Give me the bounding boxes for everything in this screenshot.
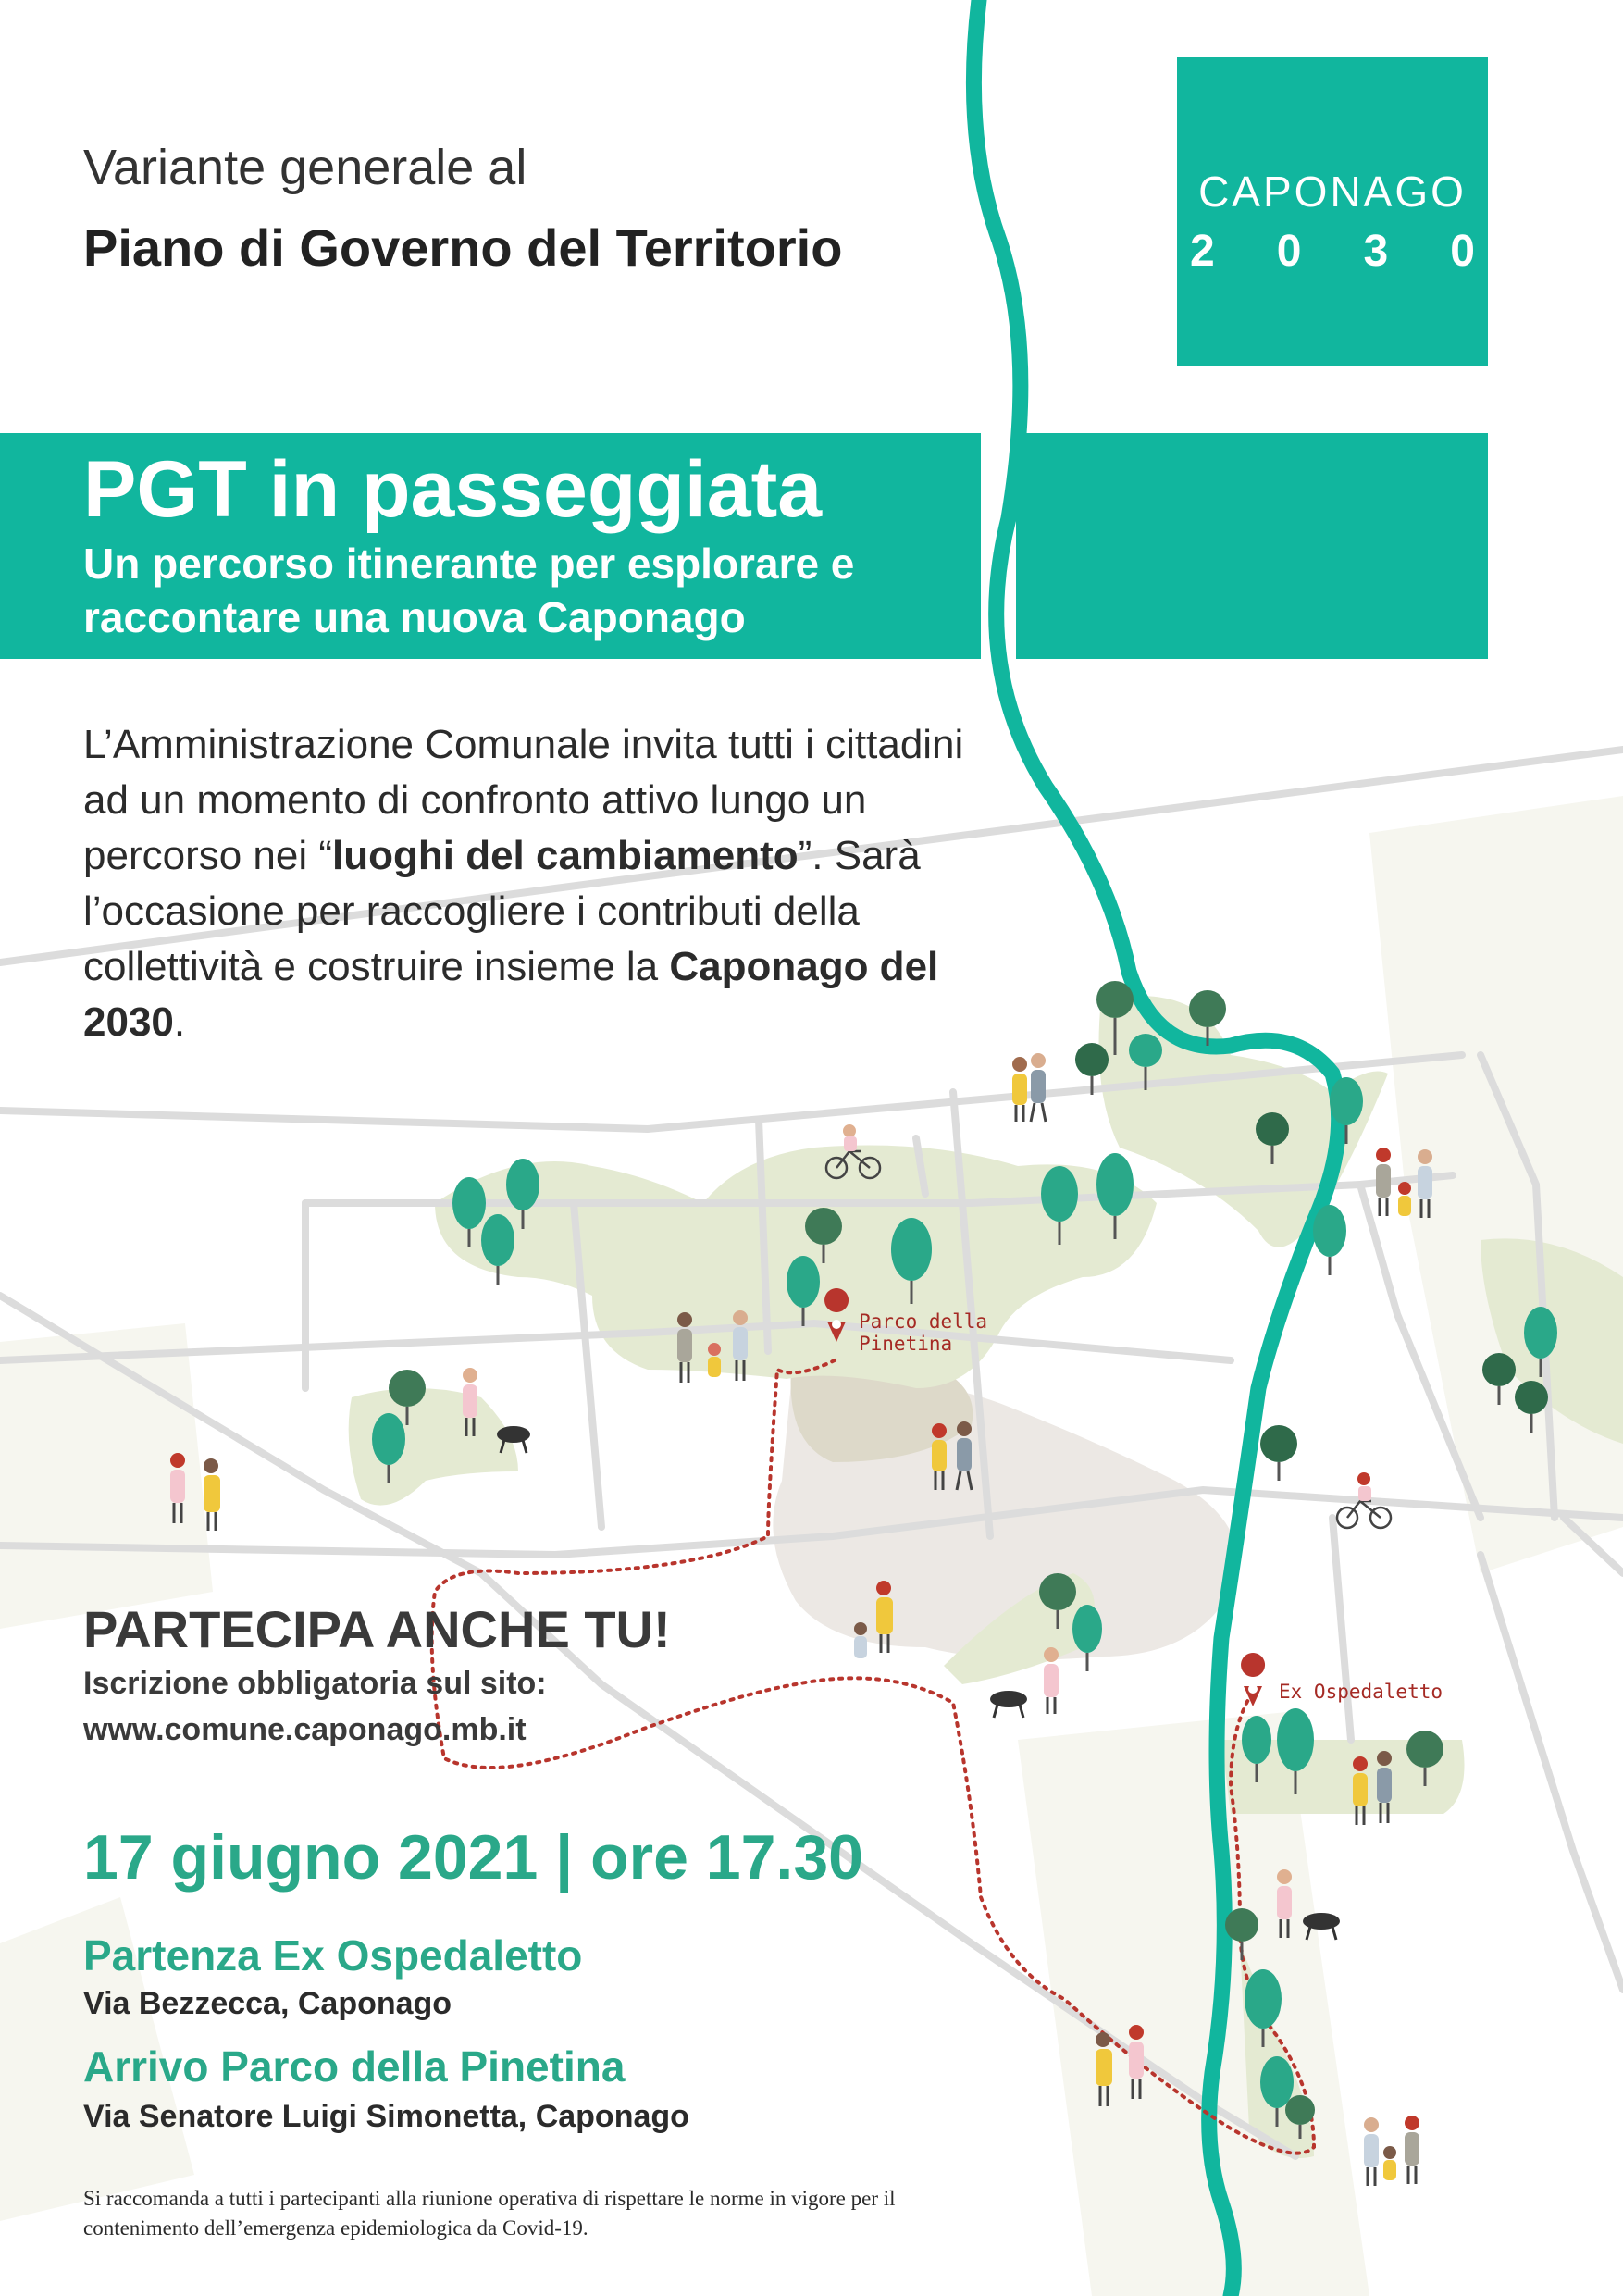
pretitle: Variante generale al: [83, 140, 527, 195]
map-label-pinetina: Parco della Pinetina: [859, 1310, 988, 1355]
person-icon: [1353, 1756, 1368, 1825]
event-date: 17 giugno 2021 | ore 17.30: [83, 1822, 863, 1893]
person-icon: [854, 1622, 867, 1658]
covid-footnote: Si raccomanda a tutti i partecipanti alla riunione operativa di rispettare le norme in vigore per il contenimento dell’emergenza epidemiologica da Covid-19.: [83, 2187, 896, 2240]
intro-paragraph: [83, 717, 1009, 1050]
banner-title: PGT in passeggiata: [83, 445, 823, 534]
map-label-ospedaletto: Ex Ospedaletto: [1279, 1681, 1443, 1703]
person-icon: [1383, 2146, 1396, 2180]
arrival-address: Via Senatore Luigi Simonetta, Caponago: [83, 2099, 689, 2134]
dog-icon: [1303, 1913, 1340, 1940]
cta-title: PARTECIPA ANCHE TU!: [83, 1600, 671, 1658]
person-icon: [1012, 1057, 1027, 1122]
logo-year-digit: 0: [1276, 227, 1302, 276]
registration-url[interactable]: www.comune.caponago.mb.it: [83, 1712, 527, 1747]
caponago-2030-logo: [1177, 57, 1488, 366]
departure-title: Partenza Ex Ospedaletto: [83, 1931, 583, 1980]
intro-text: L’Amministrazione Comunale invita tutti i cittadini ad un momento di confronto attivo lungo un percorso nei: [83, 722, 964, 878]
banner-background-right: [1016, 433, 1488, 659]
intro-text: .: [173, 999, 186, 1045]
person-icon: [204, 1458, 220, 1531]
person-icon: [1398, 1182, 1411, 1216]
tree-icon: [1260, 1425, 1297, 1481]
person-icon: [1031, 1053, 1046, 1122]
banner-subtitle: Un percorso itinerante per esplorare e raccontare una nuova Caponago: [83, 540, 855, 641]
person-icon: [708, 1343, 721, 1377]
logo-year-digit: 3: [1363, 227, 1389, 276]
person-icon: [1044, 1647, 1059, 1714]
document-title: Piano di Governo del Territorio: [83, 218, 843, 277]
person-icon: [1376, 1148, 1391, 1216]
logo-year-digit: 0: [1450, 227, 1475, 276]
person-icon: [677, 1312, 692, 1383]
intro-quote: “: [318, 833, 333, 878]
arrival-title: Arrivo Parco della Pinetina: [83, 2042, 626, 2091]
map-pin-icon: [1241, 1653, 1265, 1706]
person-icon: [1405, 2116, 1419, 2184]
logo-year: [1190, 226, 1475, 277]
intro-highlight-caponago: Caponago del 2030: [83, 944, 939, 1045]
logo-year-digit: 2: [1190, 227, 1215, 276]
tree-icon: [1313, 1205, 1346, 1275]
dog-icon: [990, 1691, 1027, 1718]
logo-name: CAPONAGO: [1198, 168, 1467, 216]
person-icon: [1364, 2117, 1379, 2186]
departure-address: Via Bezzecca, Caponago: [83, 1986, 452, 2021]
tree-icon: [1072, 1605, 1102, 1671]
registration-note: Iscrizione obbligatoria sul sito:: [83, 1666, 547, 1701]
intro-text: ”. Sarà l’occasione per raccogliere i contributi della collettività e costruire insieme la: [83, 833, 921, 989]
intro-highlight-places: luoghi del cambiamento: [332, 833, 799, 878]
